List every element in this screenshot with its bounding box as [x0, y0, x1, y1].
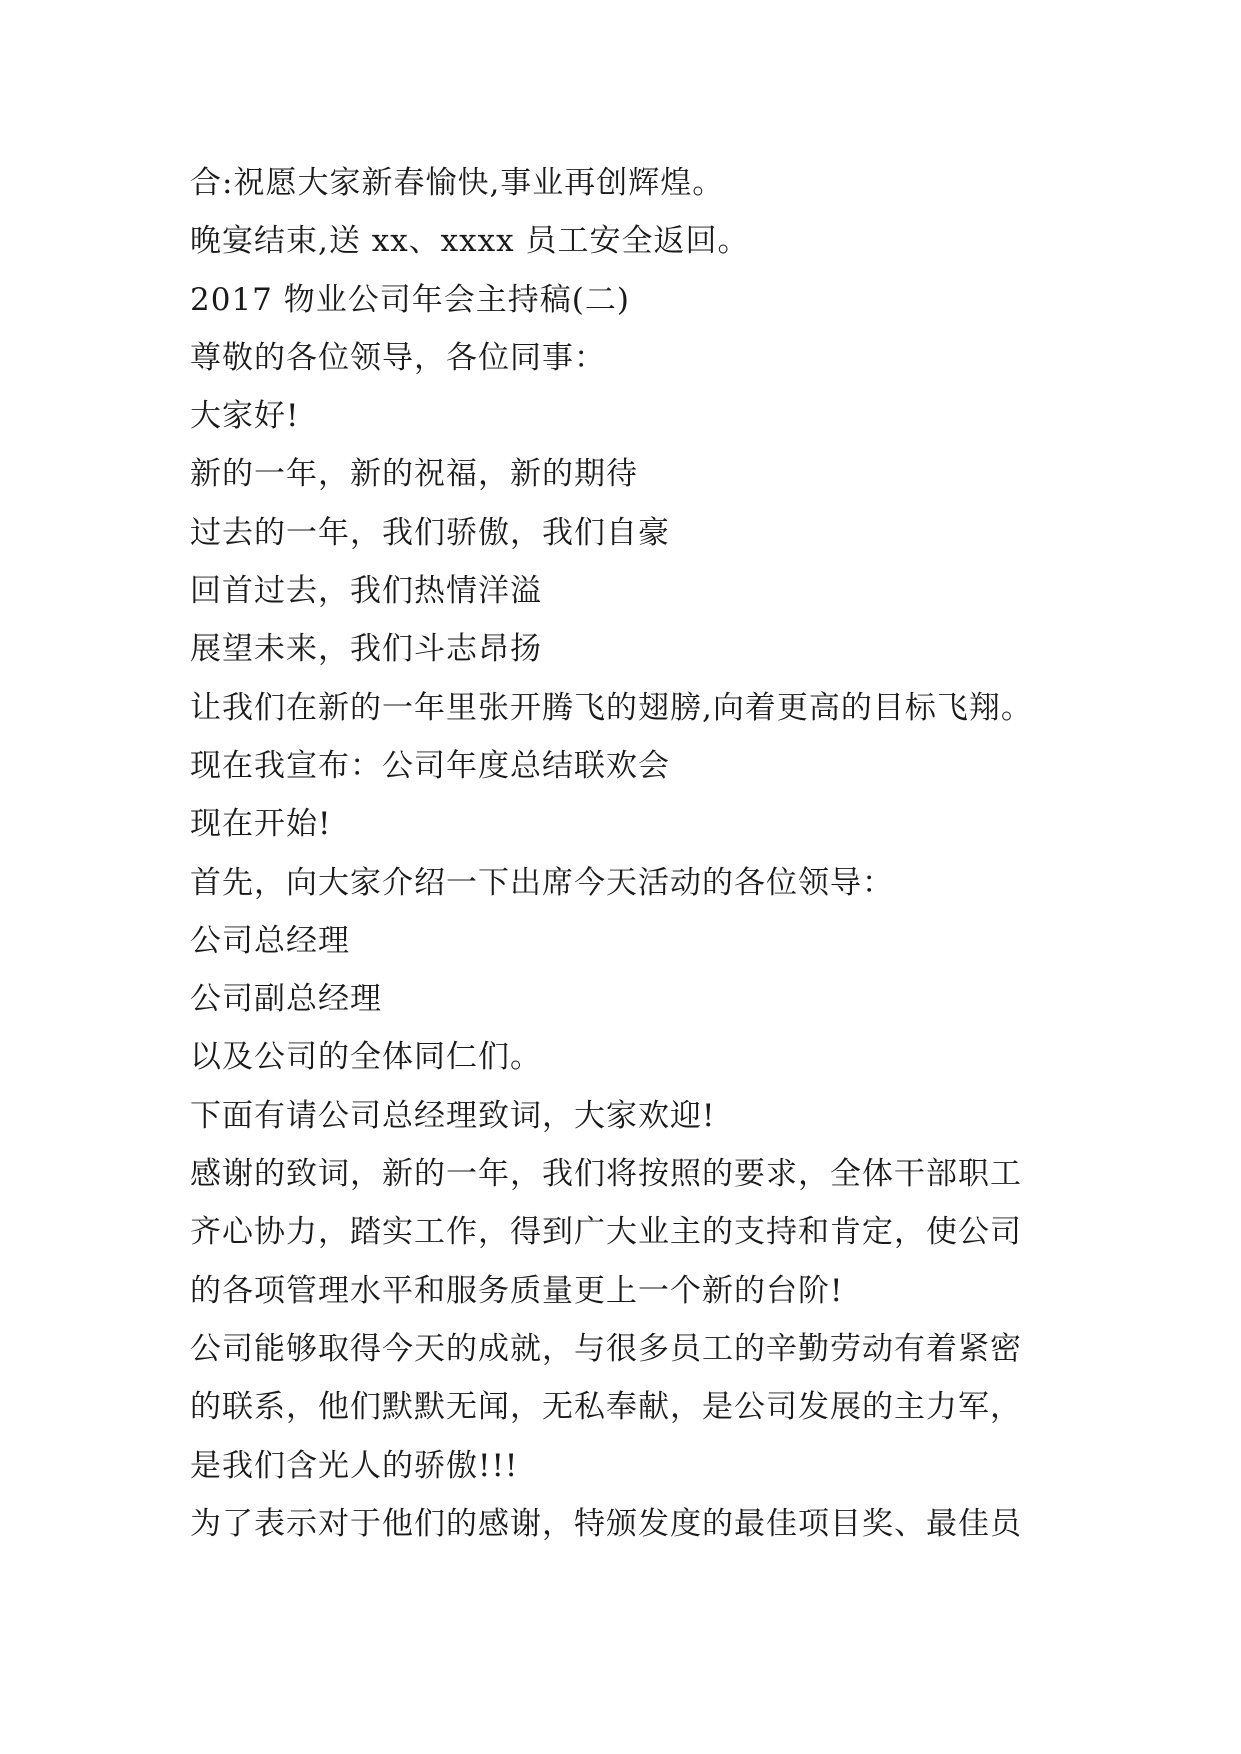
text-line: 大家好!: [190, 398, 300, 435]
text-line: 晚宴结束,送 xx、xxxx 员工安全返回。: [190, 223, 750, 260]
text-line: 合:祝愿大家新春愉快,事业再创辉煌。: [190, 165, 725, 201]
section-heading: 2017 物业公司年会主持稿(二): [190, 281, 630, 318]
text-line: 是我们含光人的骄傲!!!: [190, 1447, 519, 1484]
text-line: 过去的一年，我们骄傲，我们自豪: [190, 514, 670, 551]
text-line: 的各项管理水平和服务质量更上一个新的台阶!: [190, 1272, 844, 1309]
text-line: 展望未来，我们斗志昂扬: [190, 631, 542, 668]
text-line: 齐心协力，踏实工作，得到广大业主的支持和肯定，使公司: [190, 1214, 1022, 1251]
text-line: 让我们在新的一年里张开腾飞的翅膀,向着更高的目标飞翔。: [190, 689, 1033, 726]
text-line: 尊敬的各位领导，各位同事：: [190, 339, 606, 376]
text-line: 新的一年，新的祝福，新的期待: [190, 456, 638, 493]
text-line: 公司总经理: [190, 922, 350, 959]
text-line: 公司能够取得今天的成就，与很多员工的辛勤劳动有着紧密: [190, 1330, 1022, 1367]
text-line: 下面有请公司总经理致词，大家欢迎!: [190, 1097, 716, 1134]
text-line: 的联系，他们默默无闻，无私奉献，是公司发展的主力军，: [190, 1389, 1022, 1426]
text-line: 感谢的致词，新的一年，我们将按照的要求，全体干部职工: [190, 1156, 1022, 1193]
text-line: 公司副总经理: [190, 981, 382, 1018]
text-line: 现在我宣布：公司年度总结联欢会: [190, 747, 670, 784]
text-line: 以及公司的全体同仁们。: [190, 1039, 542, 1076]
document-body: [190, 163, 1070, 1562]
text-line: 为了表示对于他们的感谢，特颁发度的最佳项目奖、最佳员: [190, 1505, 1022, 1542]
text-line: 现在开始!: [190, 806, 332, 843]
text-line: 回首过去，我们热情洋溢: [190, 573, 542, 610]
text-line: 首先，向大家介绍一下出席今天活动的各位领导：: [190, 864, 894, 901]
